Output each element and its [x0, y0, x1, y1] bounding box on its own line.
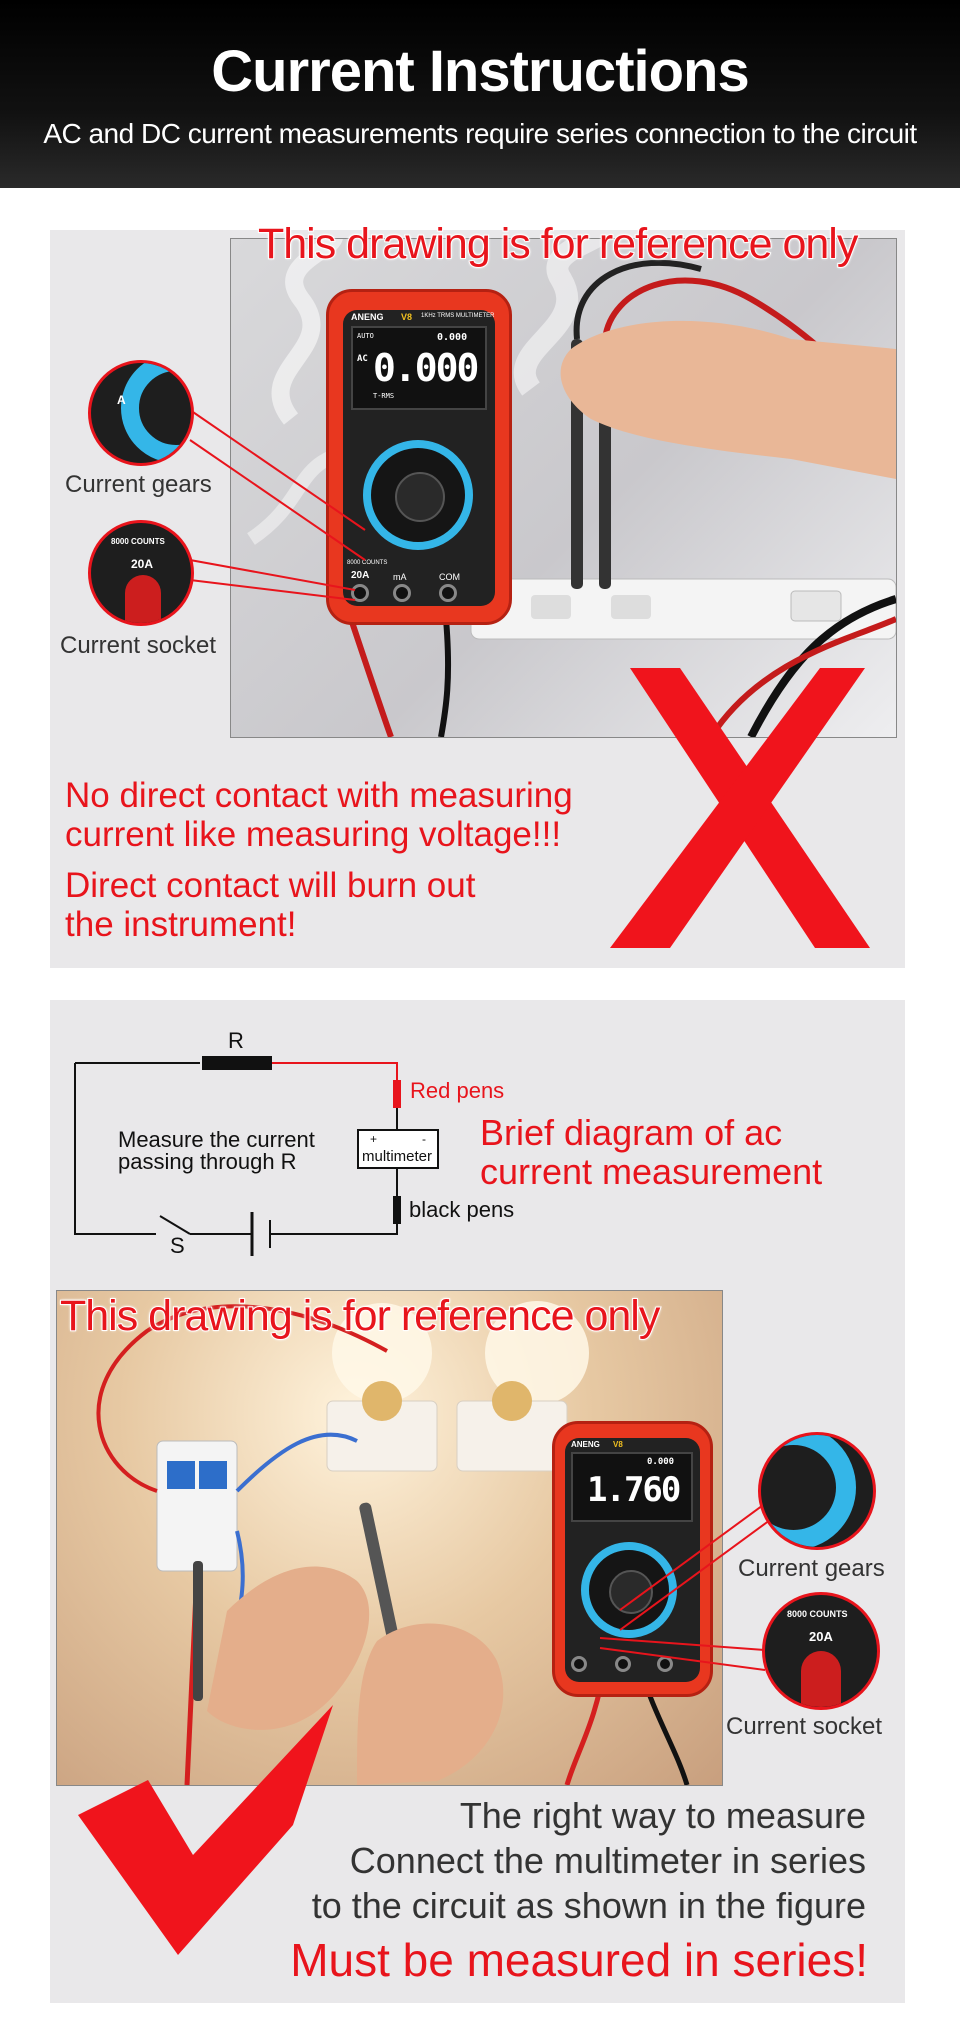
warning-line-2: current like measuring voltage!!! [65, 815, 562, 854]
current-socket-zoom-right [762, 1592, 880, 1710]
meter-com-label: COM [439, 572, 460, 582]
diagram-title-line-2: current measurement [480, 1151, 823, 1192]
resistor-symbol [202, 1056, 272, 1070]
diagram-black-pens-label: black pens [409, 1197, 515, 1222]
meter-brand: ANENG [351, 312, 384, 322]
current-gears-label: Current gears [65, 471, 212, 498]
current-socket-label: Current socket [60, 632, 217, 659]
current-gears-zoom: A [88, 360, 194, 466]
diagram-switch-label: S [170, 1233, 185, 1258]
diagram-plus-sign: + [370, 1132, 378, 1146]
warning-line-3: Direct contact will burn out [65, 866, 476, 905]
meter-model: V8 [401, 312, 413, 322]
warning-line-1: No direct contact with measuring [65, 776, 573, 815]
right-way-line-2: Connect the multimeter in series [349, 1840, 866, 1881]
socket-zoom-right-counts: 8000 COUNTS [787, 1609, 848, 1619]
current-gears-zoom-right [758, 1432, 876, 1550]
reference-note-bottom: This drawing is for reference only [60, 1292, 660, 1340]
diagram-multimeter-label: multimeter [362, 1148, 433, 1165]
meter-20a-label: 20A [351, 570, 370, 581]
diagram-measure-line-1: Measure the current [118, 1127, 315, 1152]
diagram-measure-line-2: passing through R [118, 1149, 297, 1174]
meter-trms-indicator: T-RMS [373, 392, 395, 400]
page-subtitle: AC and DC current measurements require series connection to the circuit [43, 118, 917, 149]
socket-zoom-20a: 20A [131, 557, 154, 571]
meter-right-model: V8 [613, 1440, 623, 1449]
meter-reading: 0.000 [373, 346, 478, 390]
current-gears-label-right: Current gears [738, 1555, 885, 1582]
red-x-icon [610, 668, 875, 948]
current-socket-zoom [88, 520, 194, 626]
diagram-resistor-label: R [228, 1028, 244, 1053]
meter-ac-indicator: AC [357, 354, 368, 364]
warning-line-4: the instrument! [65, 905, 297, 944]
diagram-minus-sign: - [422, 1132, 426, 1146]
meter-model-desc: 1KHz TRMS MULTIMETER [421, 313, 495, 319]
meter-ma-label: mA [393, 572, 407, 582]
meter-right-brand: ANENG [571, 1440, 600, 1449]
reference-note-top: This drawing is for reference only [258, 220, 858, 268]
right-way-line-3: to the circuit as shown in the figure [311, 1885, 866, 1926]
socket-zoom-counts: 8000 COUNTS [111, 537, 165, 546]
meter-right-reading: 1.760 [587, 1470, 680, 1510]
socket-zoom-right-20a: 20A [809, 1629, 833, 1644]
current-socket-label-right: Current socket [726, 1713, 883, 1740]
meter-small-reading: 0.000 [437, 332, 468, 343]
meter-auto-indicator: AUTO [357, 332, 374, 340]
diagram-red-pens-label: Red pens [410, 1078, 505, 1103]
meter-counts: 8000 COUNTS [347, 560, 388, 566]
meter-right-small-reading: 0.000 [647, 1457, 675, 1467]
diagram-title-line-1: Brief diagram of ac [480, 1112, 783, 1153]
page-title: Current Instructions [211, 39, 749, 104]
right-way-line-1: The right way to measure [459, 1795, 866, 1836]
right-way-line-4: Must be measured in series! [290, 1934, 868, 1986]
